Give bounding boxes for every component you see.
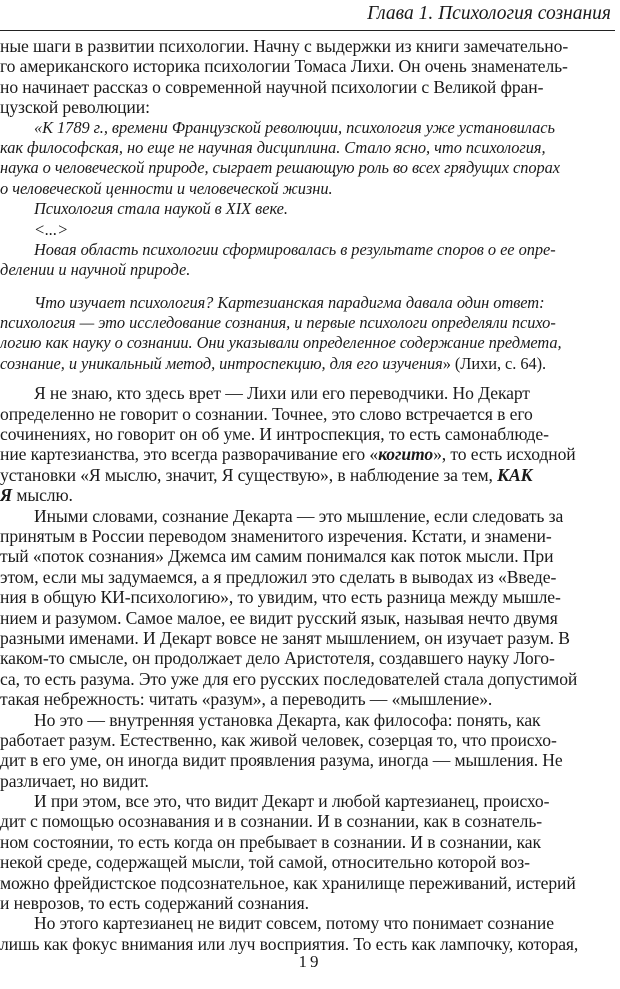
- text-line: [0, 485, 618, 505]
- quote-text: сознание, и уникальный метод, интроспекцию, для его изучения: [0, 353, 443, 373]
- quote-block-1: [0, 118, 618, 281]
- emphasis-cogito: когито: [378, 444, 434, 465]
- quote-line: [0, 354, 618, 374]
- citation: » (Лихи, с. 64).: [442, 353, 547, 373]
- text-line: работает разум. Естественно, как живой человек, созерцая то, что происхо-: [0, 729, 557, 750]
- text-line: но начинает рассказ о современной научной психологии с Великой фран-: [0, 76, 544, 97]
- text-line: ном состоянии, то есть когда он пребывает в сознании. И в сознании, как: [0, 831, 541, 852]
- paragraph-2: [0, 383, 618, 505]
- header-rule: [0, 30, 615, 31]
- quote-line: Что изучает психология? Картезианская парадигма давала один ответ:: [34, 292, 545, 312]
- quote-line: Новая область психологии сформировалась в результате споров о ее опре-: [34, 239, 556, 259]
- paragraph-intro: [0, 36, 618, 118]
- text-line: дит с помощью осознавания и в сознании. И в сознании, как в сознатель-: [0, 811, 543, 832]
- text-line: нием и разумом. Самое малое, ее видит русский язык, называя нечто двумя: [0, 607, 558, 628]
- text-line: такая небрежность: читать «разум», а переводить — «мышление».: [0, 689, 493, 710]
- spacer: [0, 281, 618, 293]
- paragraph-3: [0, 506, 618, 710]
- text-line: [0, 465, 618, 485]
- quote-line: Психология стала наукой в XIX веке.: [34, 199, 288, 219]
- quote-line: делении и научной природе.: [0, 260, 191, 280]
- text-line: определенно не говорит о сознании. Точнее, это слово встречается в его: [0, 403, 533, 424]
- quote-line: логию как науку о сознании. Они указывали определенное содержание предмета,: [0, 333, 562, 353]
- page-body: [0, 36, 618, 954]
- text-line: Но это — внутренняя установка Декарта, как философа: понять, как: [34, 709, 541, 730]
- text-line: Я не знаю, кто здесь врет — Лихи или его переводчики. Но Декарт: [34, 383, 530, 404]
- quote-line: «К 1789 г., времени Французской революции, психология уже установилась: [34, 117, 555, 137]
- emphasis-ya: Я: [0, 485, 13, 506]
- text-line: са, то есть разума. Это уже для его русских последователей стала допустимой: [0, 668, 578, 689]
- text-line: различает, но видит.: [0, 770, 149, 791]
- text-line: каком-то смысле, он продолжает дело Аристотеля, создавшего науку Лого-: [0, 648, 555, 669]
- text-line: дит в его уме, он иногда видит проявления разума, иногда — мышления. Не: [0, 750, 563, 771]
- text-line: цузской революции:: [0, 97, 150, 118]
- quote-line: о человеческой ценности и человеческой жизни.: [0, 178, 333, 198]
- text-line: принятым в России переводом знаменитого изречения. Кстати, и знамени-: [0, 525, 552, 546]
- quote-line: психология — это исследование сознания, и первые психологи определяли психо-: [0, 313, 556, 333]
- text-line: сочинениях, но говорит он об уме. И интроспекция, то есть самонаблюде-: [0, 424, 549, 445]
- text-line: И при этом, все это, что видит Декарт и любой картезианец, происхо-: [34, 791, 550, 812]
- text-line: лишь как фокус внимания или луч восприятия. То есть как лампочку, которая,: [0, 933, 579, 954]
- text-line: ния в общую КИ-психологию», то увидим, что есть разница между мышле-: [0, 587, 561, 608]
- text-run: ние картезианства, это всегда разворачивание его «: [0, 444, 379, 465]
- quote-ellipsis: <...>: [34, 219, 69, 239]
- text-line: Иными словами, сознание Декарта — это мышление, если следовать за: [34, 505, 564, 526]
- text-run: установки «Я мыслю, значит, Я существую», в наблюдение за тем,: [0, 464, 498, 485]
- running-head: Глава 1. Психология сознания: [367, 3, 611, 24]
- paragraph-6: [0, 913, 618, 954]
- page-number: 19: [298, 952, 322, 971]
- quote-line: наука о человеческой природе, сыграет решающую роль во всех грядущих спорах: [0, 158, 561, 178]
- text-run: », то есть исходной: [433, 444, 576, 465]
- paragraph-5: [0, 791, 618, 913]
- text-line: го американского историка психологии Томаса Лихи. Он очень знаменатель-: [0, 56, 568, 77]
- text-run: мыслю.: [12, 485, 73, 506]
- quote-line: как философская, но еще не научная дисциплина. Стало ясно, что психология,: [0, 137, 546, 157]
- text-line: этом, если мы задумаемся, а я предложил это сделать в выводах из «Введе-: [0, 566, 557, 587]
- text-line: разными именами. И Декарт вовсе не занят мышлением, он изучает разум. В: [0, 627, 570, 648]
- spacer: [0, 374, 618, 383]
- text-line: можно фрейдистское подсознательное, как хранилище переживаний, истерий: [0, 872, 576, 893]
- text-line: тый «поток сознания» Джемса им самим понимался как поток мысли. При: [0, 546, 554, 567]
- quote-block-2: [0, 293, 618, 375]
- emphasis-kak: КАК: [497, 464, 533, 485]
- paragraph-4: [0, 710, 618, 792]
- text-line: Но этого картезианец не видит совсем, потому что понимает сознание: [34, 913, 554, 934]
- text-line: [0, 444, 618, 464]
- text-line: некой среде, содержащей мысли, той самой, относительно которой воз-: [0, 852, 530, 873]
- text-line: и неврозов, то есть содержаний сознания.: [0, 893, 309, 914]
- text-line: ные шаги в развитии психологии. Начну с выдержки из книги замечательно-: [0, 36, 569, 56]
